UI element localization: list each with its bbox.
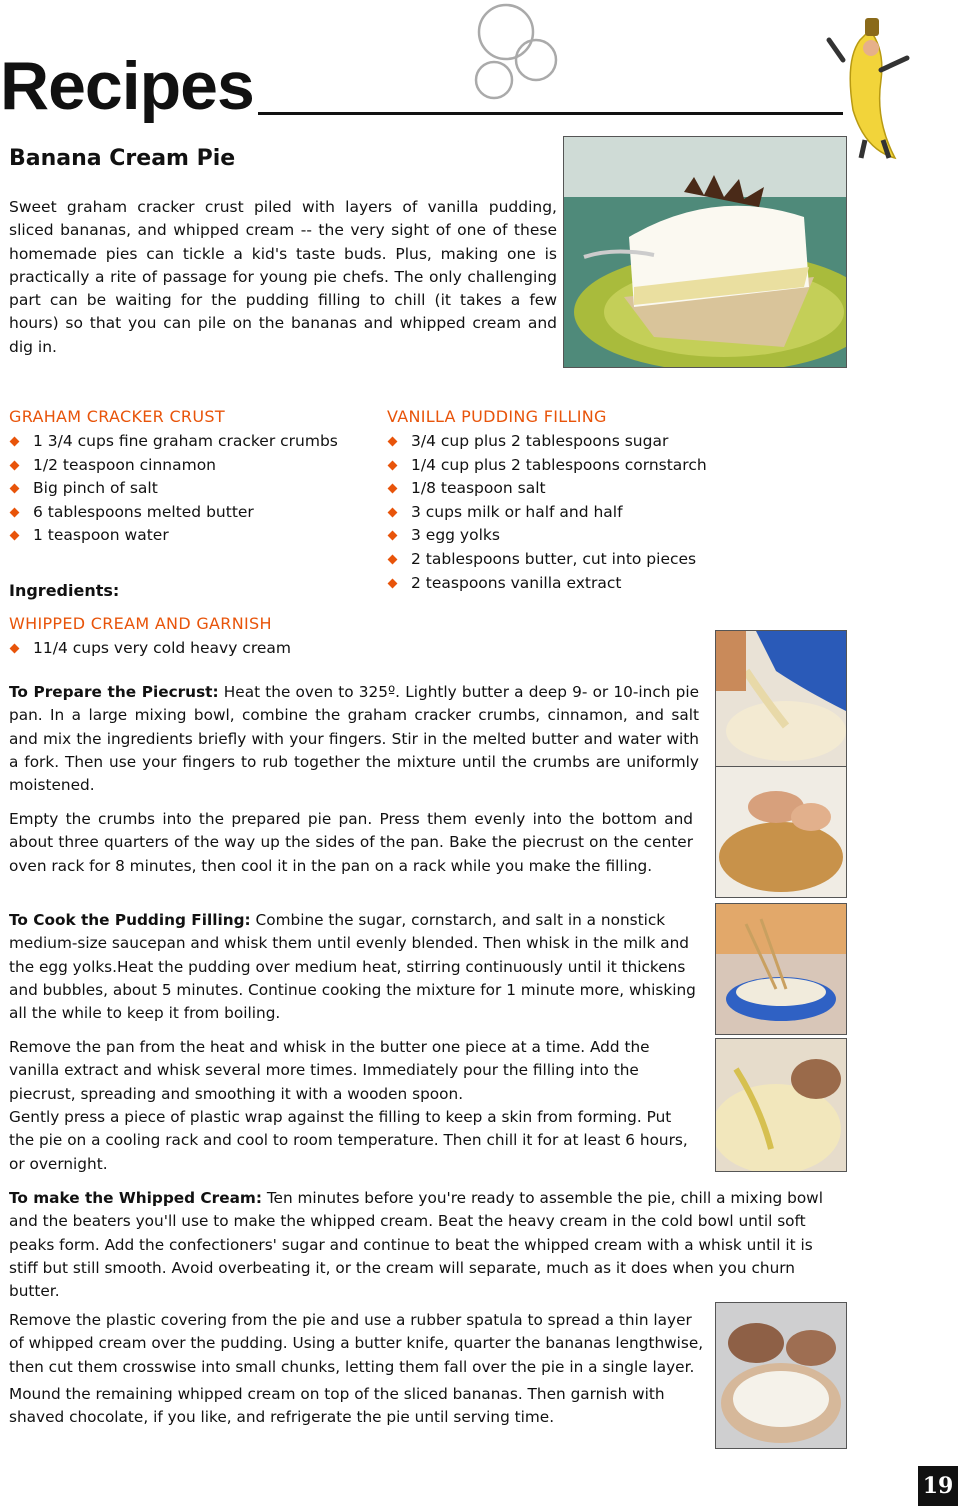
step-whipped-cream: To make the Whipped Cream: Ten minutes before you're ready to assemble the pie, chill a mixing bowl and the beaters you'll use to make the whipped cream. Beat the heavy cream in the cold bowl until soft peaks form. Add the confectioners' sugar and continue to beat the whipped cream with a whisk until it is stiff but still smooth. Avoid overbeating it, or the cream will separate, much as it does when you churn butter. (9, 1189, 823, 1301)
bullet-icon (10, 460, 20, 470)
list-item: 1/8 teaspoon salt (387, 477, 717, 501)
list-item: 2 teaspoons vanilla extract (387, 572, 717, 596)
bullet-icon (388, 507, 398, 517)
bullet-icon (10, 531, 20, 541)
step-pudding-finish: Remove the pan from the heat and whisk in the butter one piece at a time. Add the vanilla extract and whisk several more times. Immediately pour the filling into the piecrust, spreading and smoothing it with a wooden spoon. (9, 1038, 650, 1103)
decorative-circles-icon (466, 2, 566, 102)
list-item: 1 teaspoon water (9, 524, 389, 548)
step-label: To Cook the Pudding Filling: (9, 911, 251, 929)
step-label: To Prepare the Piecrust: (9, 683, 219, 701)
ingredients-label: Ingredients: (9, 581, 120, 600)
page-title: Recipes (0, 48, 254, 124)
bullet-icon (10, 437, 20, 447)
whipped-heading: WHIPPED CREAM AND GARNISH (9, 614, 272, 633)
list-item: 3 cups milk or half and half (387, 501, 717, 525)
list-item: 1 3/4 cups fine graham cracker crumbs (9, 430, 389, 454)
bullet-icon (388, 555, 398, 565)
bullet-icon (388, 484, 398, 494)
list-item: 6 tablespoons melted butter (9, 501, 389, 525)
bullet-icon (388, 578, 398, 588)
list-item: 11/4 cups very cold heavy cream (9, 637, 389, 661)
pouring-pudding-photo (715, 630, 847, 767)
page-number: 19 (918, 1466, 958, 1506)
bullet-icon (10, 644, 20, 654)
bullet-icon (388, 437, 398, 447)
step-piecrust-bake: Empty the crumbs into the prepared pie pan. Press them evenly into the bottom and about three quarters of the way up the sides of the pan. Bake the piecrust on the center oven rack for 8 minutes, then cool it in the pan on a rack while you make the filling. (9, 810, 693, 875)
list-item: 3 egg yolks (387, 524, 717, 548)
whisking-saucepan-photo (715, 903, 847, 1035)
recipe-title: Banana Cream Pie (9, 146, 236, 171)
bullet-icon (10, 507, 20, 517)
bullet-icon (388, 531, 398, 541)
crust-ingredient-list (9, 430, 389, 548)
step-bananas: Remove the plastic covering from the pie and use a rubber spatula to spread a thin layer of whipped cream over the pudding. Using a butter knife, quarter the bananas lengthwise, then cut them crosswise into small chunks, letting them fall over the pie in a single layer. (9, 1311, 704, 1376)
pressing-crust-photo (715, 766, 847, 898)
list-item: 1/2 teaspoon cinnamon (9, 454, 389, 478)
step-piecrust: To Prepare the Piecrust: Heat the oven to 325º. Lightly butter a deep 9- or 10-inch pie pan. In a large mixing bowl, combine the graham cracker crumbs, cinnamon, and salt and mix the ingredients briefly with your fingers. Stir in the melted butter and water with a fork. Then use your fingers to rub together the mixture until the crumbs are uniformly moistened. (9, 683, 699, 795)
whisking-pudding-photo (715, 1038, 847, 1172)
step-pudding: To Cook the Pudding Filling: Combine the sugar, cornstarch, and salt in a nonstick medium-size saucepan and whisk them until evenly blended. Then whisk in the milk and the egg yolks.Heat the pudding over medium heat, stirring continuously until it thickens and bubbles, about 5 minutes. Continue cooking the mixture for 1 minute more, whisking all the while to keep it from boiling. (9, 911, 696, 1023)
bullet-icon (388, 460, 398, 470)
banana-cream-pie-photo (563, 136, 847, 368)
list-item: 3/4 cup plus 2 tablespoons sugar (387, 430, 717, 454)
vanilla-heading: VANILLA PUDDING FILLING (387, 407, 607, 426)
step-pudding-chill: Gently press a piece of plastic wrap against the filling to keep a skin from forming. Put the pie on a cooling rack and cool to room temperature. Then chill it for at least 6 hours, or overnight. (9, 1108, 688, 1173)
whipped-ingredient-list (9, 637, 389, 661)
recipe-intro: Sweet graham cracker crust piled with layers of vanilla pudding, sliced bananas, and whipped cream -- the very sight of one of these homemade pies can tickle a kid's taste buds. Plus, making one is practically a rite of passage for young pie chefs. The only challenging part can be waiting for the pudding filling to chill (it takes a few hours) so that you can pile on the bananas and whipped cream and dig in. (9, 198, 557, 356)
crust-heading: GRAHAM CRACKER CRUST (9, 407, 225, 426)
header-rule (258, 112, 843, 115)
step-label: To make the Whipped Cream: (9, 1189, 262, 1207)
list-item: 1/4 cup plus 2 tablespoons cornstarch (387, 454, 717, 478)
bullet-icon (10, 484, 20, 494)
vanilla-ingredient-list (387, 430, 717, 595)
list-item: 2 tablespoons butter, cut into pieces (387, 548, 717, 572)
list-item: Big pinch of salt (9, 477, 389, 501)
slicing-bananas-photo (715, 1302, 847, 1449)
step-garnish: Mound the remaining whipped cream on top of the sliced bananas. Then garnish with shaved chocolate, if you like, and refrigerate the pie until serving time. (9, 1385, 665, 1427)
